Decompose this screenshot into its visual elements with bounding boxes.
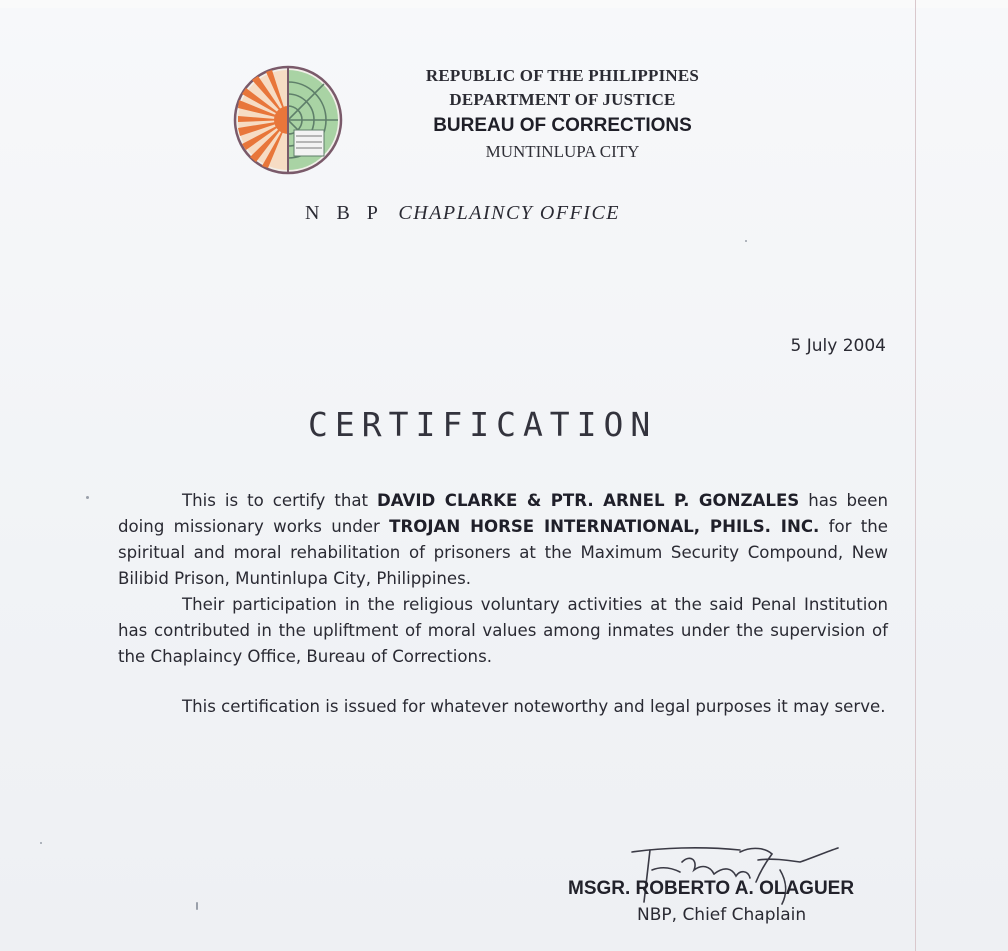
office-heading [305, 202, 725, 225]
scan-speck [745, 240, 747, 242]
letterhead-department: DEPARTMENT OF JUSTICE [449, 90, 676, 109]
signatory-title: NBP, Chief Chaplain [637, 905, 807, 925]
certified-names: DAVID CLARKE & PTR. ARNEL P. GONZALES [377, 491, 800, 510]
scan-speck [40, 842, 42, 844]
letterhead-republic: REPUBLIC OF THE PHILIPPINES [425, 66, 700, 85]
scan-speck [196, 902, 198, 910]
letterhead-city: MUNTINLUPA CITY [485, 142, 640, 161]
office-name: CHAPLAINCY OFFICE [398, 202, 621, 224]
organization-name: TROJAN HORSE INTERNATIONAL, PHILS. INC. [389, 517, 820, 536]
office-prefix: N B P [305, 202, 384, 224]
letterhead [360, 64, 765, 164]
scan-speck [86, 496, 89, 499]
document-date: 5 July 2004 [790, 336, 886, 356]
margin-line [915, 0, 916, 951]
certification-body [118, 488, 888, 720]
paragraph-1 [118, 488, 888, 592]
p1-end: for the spiritual and moral rehabilitation of prisoners at the Maximum Security Compound, New Bilibid Prison, Muntinlupa City, Philippines. [118, 517, 889, 588]
p1-intro: This is to certify that [182, 491, 378, 510]
signatory-name: MSGR. ROBERTO A. OLAGUER [568, 878, 855, 899]
bureau-seal-logo [232, 64, 344, 176]
scan-top-edge [0, 0, 1008, 8]
document-title: CERTIFICATION [308, 405, 658, 444]
paragraph-2: Their participation in the religious voluntary activities at the said Penal Institution has contributed in the upliftment of moral values among inmates under the supervision of the Chaplaincy Office, Bureau of Corrections. [118, 595, 888, 666]
signature-block [555, 835, 895, 935]
letterhead-bureau: BUREAU OF CORRECTIONS [433, 115, 692, 136]
p1-middle: has been doing missionary works under [118, 491, 888, 536]
paragraph-3: This certification is issued for whatever noteworthy and legal purposes it may serve. [182, 697, 886, 716]
paragraph-gap [118, 670, 888, 694]
